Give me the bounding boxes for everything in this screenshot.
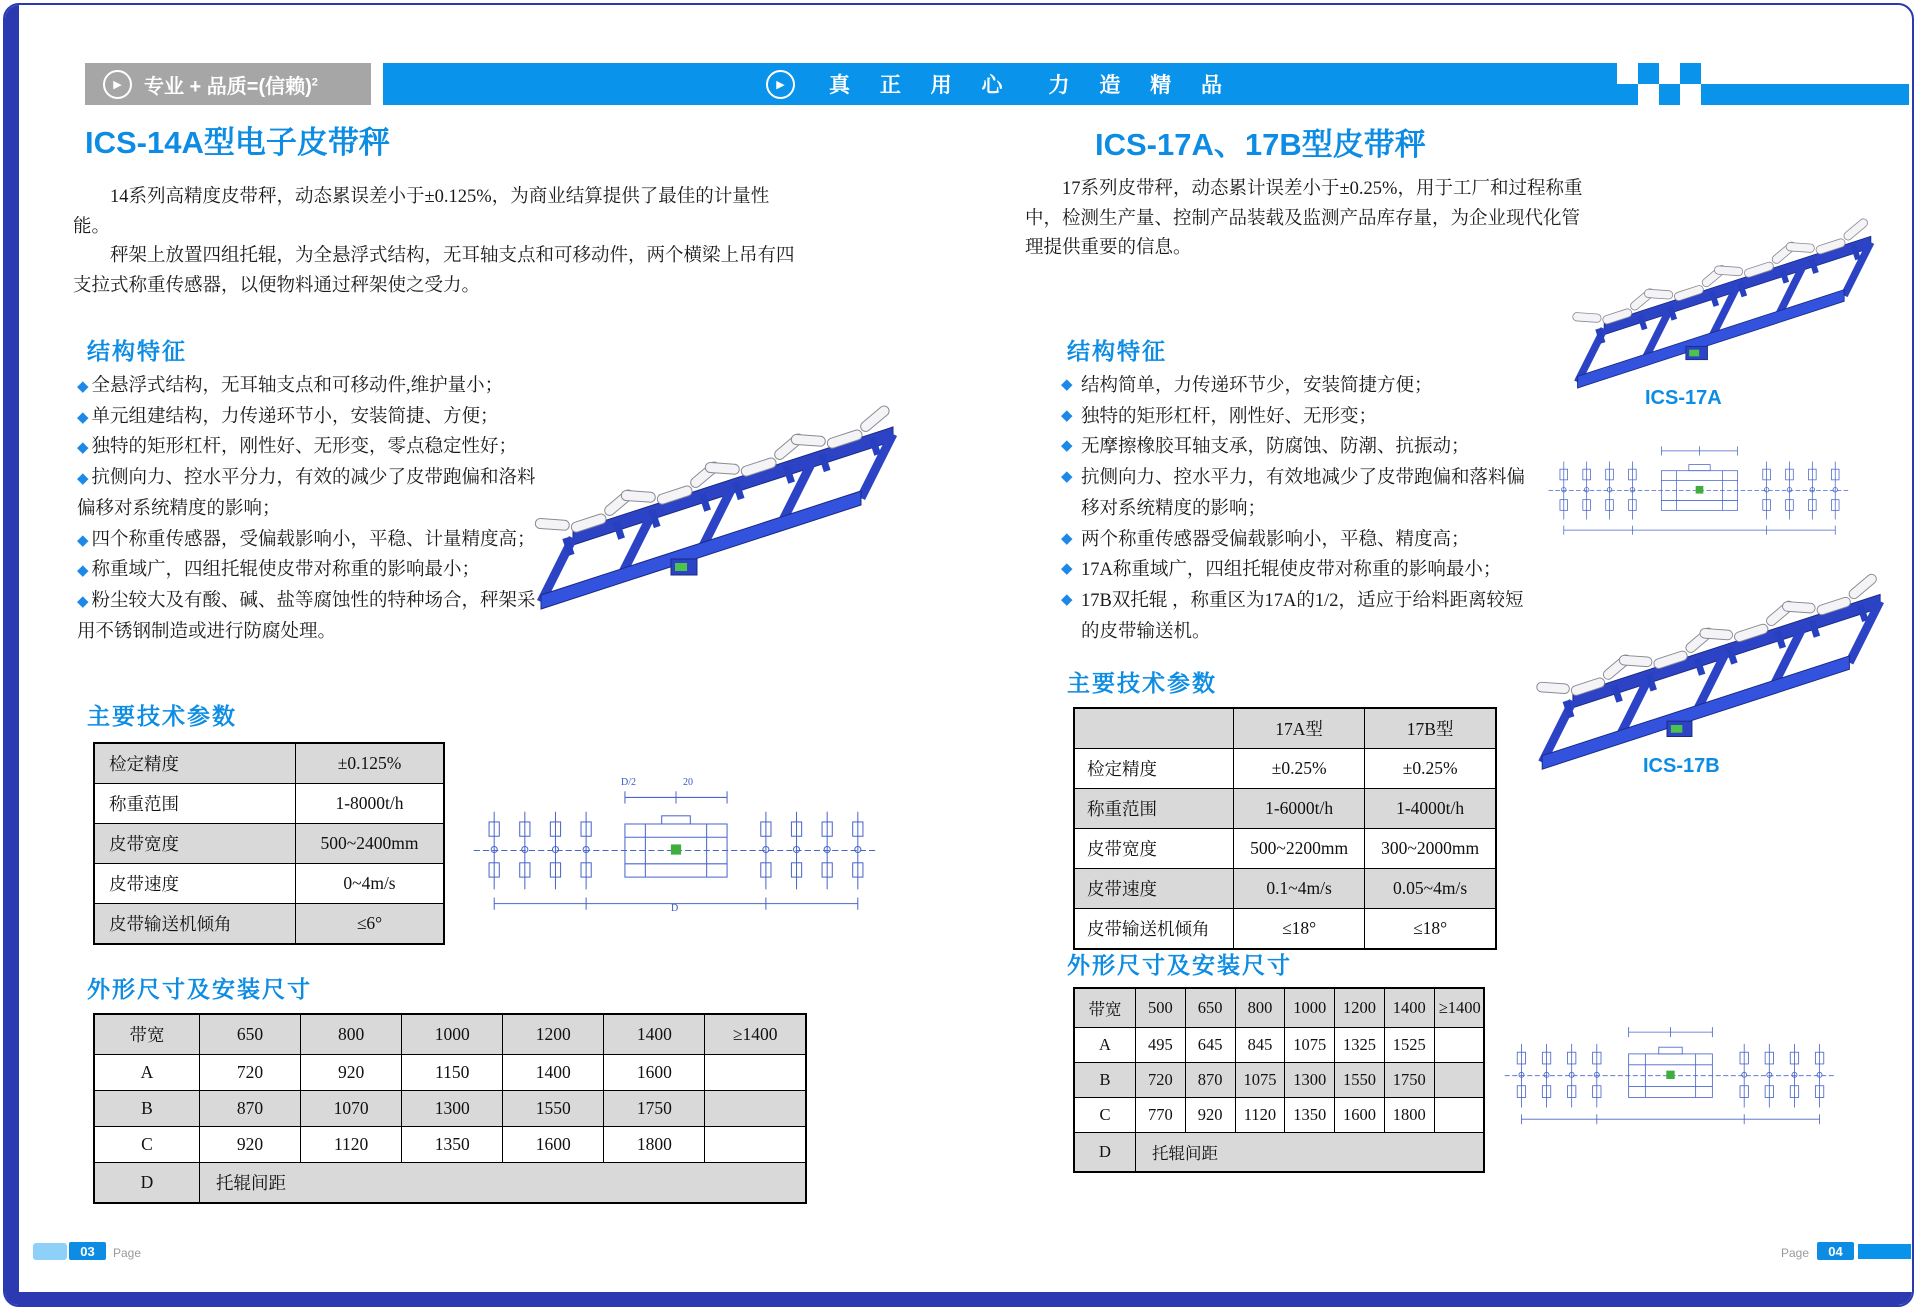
table-header-cell: 800 — [1235, 988, 1285, 1028]
feature-item: ◆ 17B双托辊 ，称重区为17A的1/2，适应于给料距离较短的皮带输送机。 — [1061, 586, 1539, 647]
table-row — [1074, 1028, 1484, 1063]
features-list-17 — [1061, 371, 1539, 647]
intro-paragraph-14a — [73, 183, 803, 301]
table-cell — [705, 1127, 806, 1163]
table-row — [94, 1055, 806, 1091]
table-cell: B — [94, 1091, 200, 1127]
params-heading-14a: 主要技术参数 — [87, 703, 237, 729]
table-row — [1074, 909, 1496, 950]
table-cell: 920 — [200, 1127, 301, 1163]
table-header-cell — [1074, 708, 1234, 749]
table-cell: 1800 — [604, 1127, 705, 1163]
banner-text-2: 力 造 精 品 — [1048, 74, 1235, 97]
table-cell: ≤6° — [296, 904, 445, 945]
table-row — [1074, 1133, 1484, 1173]
table-cell: 300~2000mm — [1365, 829, 1496, 869]
table-cell: 托辊间距 — [200, 1163, 807, 1204]
table-cell: 1600 — [604, 1055, 705, 1091]
table-cell: 720 — [200, 1055, 301, 1091]
diamond-bullet-icon: ◆ — [1061, 407, 1073, 424]
dim-label: D — [671, 903, 679, 914]
table-cell: 870 — [1185, 1063, 1235, 1098]
bottom-edge-bar — [5, 1292, 1912, 1305]
dims-heading-14a: 外形尺寸及安装尺寸 — [87, 976, 312, 1002]
table-cell: 1325 — [1335, 1028, 1385, 1063]
table-cell: 1400 — [503, 1055, 604, 1091]
diamond-bullet-icon: ◆ — [1061, 438, 1073, 455]
table-cell: 0~4m/s — [296, 864, 445, 904]
table-row — [94, 743, 444, 784]
table-header-cell: 带宽 — [94, 1014, 200, 1055]
table-cell: 1350 — [402, 1127, 503, 1163]
dimension-drawing-14a — [471, 777, 881, 920]
table-row — [1074, 1098, 1484, 1133]
table-cell: C — [1074, 1098, 1136, 1133]
feature-item: ◆ 粉尘较大及有酸、碱、盐等腐蚀性的特种场合，秤架采用不锈钢制造或进行防腐处理。 — [77, 590, 536, 642]
table-cell: 1550 — [503, 1091, 604, 1127]
table-cell: D — [94, 1163, 200, 1204]
table-cell: 1300 — [1285, 1063, 1335, 1098]
product-photo-ics-14a — [521, 363, 921, 663]
table-cell: ≤18° — [1234, 909, 1365, 950]
table-cell: 1150 — [402, 1055, 503, 1091]
table-cell: 495 — [1136, 1028, 1186, 1063]
table-header-cell: 1400 — [604, 1014, 705, 1055]
dims-table-17 — [1073, 987, 1485, 1173]
table-cell: 1-8000t/h — [296, 784, 445, 824]
table-cell: 770 — [1136, 1098, 1186, 1133]
table-cell: 1070 — [301, 1091, 402, 1127]
table-cell: 1120 — [301, 1127, 402, 1163]
image-label-ics-17b: ICS-17B — [1643, 755, 1720, 777]
catalog-spread — [3, 3, 1914, 1307]
table-cell: 500~2200mm — [1234, 829, 1365, 869]
feature-item: ◆ 称重域广，四组托辊使皮带对称重的影响最小； — [77, 560, 481, 581]
table-header-cell: 650 — [1185, 988, 1235, 1028]
table-row — [94, 1163, 806, 1204]
table-row — [94, 864, 444, 904]
feature-item: ◆ 全悬浮式结构，无耳轴支点和可移动件,维护量小； — [77, 376, 504, 396]
table-cell: 720 — [1136, 1063, 1186, 1098]
table-row — [1074, 1063, 1484, 1098]
table-cell: 1120 — [1235, 1098, 1285, 1133]
features-heading-14a: 结构特征 — [87, 338, 187, 364]
table-cell — [705, 1091, 806, 1127]
table-header-cell: 800 — [301, 1014, 402, 1055]
slogan-text: 专业 + 品质=(信赖)$^2$ — [144, 75, 318, 98]
dims-table-14a — [93, 1013, 807, 1204]
table-cell — [705, 1055, 806, 1091]
play-icon: ▶ — [103, 70, 132, 99]
image-label-ics-17a: ICS-17A — [1645, 387, 1722, 409]
table-cell: 1750 — [604, 1091, 705, 1127]
dim-label: D/2 — [621, 777, 636, 788]
diamond-bullet-icon: ◆ — [1061, 469, 1073, 486]
intro-line: 14系列高精度皮带秤，动态累误差小于±0.125%，为商业结算提供了最佳的计量性能。 — [73, 187, 770, 237]
table-row — [1074, 869, 1496, 909]
diamond-bullet-icon: ◆ — [77, 440, 89, 457]
table-row — [94, 1091, 806, 1127]
dim-label: 20 — [683, 777, 693, 788]
table-cell: 1300 — [402, 1091, 503, 1127]
diamond-bullet-icon: ◆ — [77, 379, 89, 395]
table-cell: 645 — [1185, 1028, 1235, 1063]
table-row — [1074, 789, 1496, 829]
table-cell: 皮带输送机倾角 — [94, 904, 296, 945]
table-cell — [1434, 1028, 1484, 1063]
feature-item: ◆ 无摩擦橡胶耳轴支承，防腐蚀、防潮、抗振动； — [1061, 432, 1539, 463]
table-cell: A — [1074, 1028, 1136, 1063]
dims-heading-17: 外形尺寸及安装尺寸 — [1067, 952, 1292, 978]
params-heading-17: 主要技术参数 — [1067, 670, 1217, 696]
diamond-bullet-icon: ◆ — [1061, 530, 1073, 547]
table-row — [94, 824, 444, 864]
play-icon: ▶ — [766, 70, 795, 99]
diamond-bullet-icon: ◆ — [77, 409, 89, 426]
product-photo-ics-17a — [1550, 183, 1905, 433]
table-cell: 845 — [1235, 1028, 1285, 1063]
diamond-bullet-icon: ◆ — [1061, 377, 1073, 393]
table-header-cell: 带宽 — [1074, 988, 1136, 1028]
table-cell: 皮带宽度 — [1074, 829, 1234, 869]
feature-item: ◆ 结构简单，力传递环节少，安装简捷方便； — [1061, 371, 1539, 402]
header-banner — [383, 63, 1617, 105]
table-cell: 1600 — [503, 1127, 604, 1163]
table-cell: 0.1~4m/s — [1234, 869, 1365, 909]
page-label-right: Page — [1781, 1246, 1810, 1260]
left-edge-bar — [5, 5, 19, 1305]
footer-accent-box — [33, 1243, 67, 1260]
table-cell: ≤18° — [1365, 909, 1496, 950]
table-cell: 1350 — [1285, 1098, 1335, 1133]
table-cell: 1075 — [1235, 1063, 1285, 1098]
diamond-bullet-icon: ◆ — [1061, 591, 1073, 608]
diamond-bullet-icon: ◆ — [77, 471, 89, 488]
table-cell: 920 — [301, 1055, 402, 1091]
table-row — [1074, 988, 1484, 1028]
table-row — [94, 1014, 806, 1055]
table-cell: 1800 — [1384, 1098, 1434, 1133]
table-header-cell: 17A型 — [1234, 708, 1365, 749]
table-row — [1074, 708, 1496, 749]
table-cell: 870 — [200, 1091, 301, 1127]
table-header-cell: 1200 — [1335, 988, 1385, 1028]
table-header-cell: 650 — [200, 1014, 301, 1055]
diamond-bullet-icon: ◆ — [77, 532, 89, 549]
feature-item: ◆ 两个称重传感器受偏载影响小，平稳、精度高； — [1061, 525, 1539, 556]
table-cell: 0.05~4m/s — [1365, 869, 1496, 909]
diamond-bullet-icon: ◆ — [1061, 561, 1073, 578]
table-cell — [1434, 1098, 1484, 1133]
table-cell: 1075 — [1285, 1028, 1335, 1063]
diamond-bullet-icon: ◆ — [77, 593, 89, 610]
table-cell: 1600 — [1335, 1098, 1385, 1133]
table-row — [1074, 749, 1496, 789]
table-cell: 皮带速度 — [1074, 869, 1234, 909]
feature-item: ◆ 抗侧向力、控水平力，有效地减少了皮带跑偏和落料偏移对系统精度的影响； — [1061, 463, 1539, 524]
feature-item: ◆ 单元组建结构，力传递环节小，安装简捷、方便； — [77, 406, 499, 427]
page-title-ics-17: ICS-17A、17B型皮带秤 — [1095, 127, 1426, 162]
feature-item: ◆ 四个称重传感器，受偏载影响小，平稳、计量精度高； — [77, 529, 536, 550]
table-cell — [1434, 1063, 1484, 1098]
page-number-left: 03 — [69, 1242, 106, 1260]
features-list-14a — [77, 371, 545, 647]
table-cell: ±0.25% — [1234, 749, 1365, 789]
table-header-cell: 500 — [1136, 988, 1186, 1028]
table-cell: 1750 — [1384, 1063, 1434, 1098]
params-table-17 — [1073, 707, 1497, 950]
table-cell: 1550 — [1335, 1063, 1385, 1098]
table-header-cell: 17B型 — [1365, 708, 1496, 749]
table-cell: 检定精度 — [1074, 749, 1234, 789]
header-thin-bar — [1701, 84, 1909, 105]
table-cell: 1-6000t/h — [1234, 789, 1365, 829]
feature-item: ◆ 抗侧向力、控水平分力，有效的减少了皮带跑偏和洛料偏移对系统精度的影响； — [77, 468, 536, 519]
checker-pattern — [1617, 63, 1701, 105]
page-label-left: Page — [113, 1246, 142, 1260]
intro-paragraph-17 — [1025, 175, 1587, 264]
table-cell: 托辊间距 — [1136, 1133, 1485, 1173]
dimension-drawing-17a — [1547, 435, 1852, 543]
table-cell: 皮带速度 — [94, 864, 296, 904]
table-cell: 920 — [1185, 1098, 1235, 1133]
table-row — [94, 904, 444, 945]
diamond-bullet-icon: ◆ — [77, 563, 89, 580]
feature-item: ◆ 17A称重域广，四组托辊使皮带对称重的影响最小； — [1061, 555, 1539, 586]
table-header-cell: ≥1400 — [1434, 988, 1484, 1028]
table-cell: ±0.25% — [1365, 749, 1496, 789]
page-title-ics-14a: ICS-14A型电子皮带秤 — [85, 125, 390, 160]
table-header-cell: ≥1400 — [705, 1014, 806, 1055]
table-row — [94, 1127, 806, 1163]
table-cell: ±0.125% — [296, 743, 445, 784]
table-cell: B — [1074, 1063, 1136, 1098]
table-cell: 称重范围 — [94, 784, 296, 824]
slogan-superscript: 2 — [311, 75, 318, 88]
params-table-14a — [93, 742, 445, 945]
table-cell: 500~2400mm — [296, 824, 445, 864]
table-header-cell: 1000 — [402, 1014, 503, 1055]
table-cell: D — [1074, 1133, 1136, 1173]
intro-line: 17系列皮带秤，动态累计误差小于±0.25%，用于工厂和过程称重中，检测生产量、控制产品装载及监测产品库存量，为企业现代化管理提供重要的信息。 — [1025, 179, 1583, 259]
table-cell: C — [94, 1127, 200, 1163]
table-header-cell: 1200 — [503, 1014, 604, 1055]
feature-item: ◆ 独特的矩形杠杆，刚性好、无形变； — [1061, 402, 1539, 433]
table-cell: A — [94, 1055, 200, 1091]
slogan-badge — [85, 63, 371, 105]
intro-line: 秤架上放置四组托辊，为全悬浮式结构，无耳轴支点和可移动件，两个横梁上吊有四支拉式称重传感器，以便物料通过秤架使之受力。 — [73, 246, 795, 296]
page-number-right: 04 — [1817, 1242, 1854, 1260]
table-cell: 皮带宽度 — [94, 824, 296, 864]
table-header-cell: 1400 — [1384, 988, 1434, 1028]
footer-accent-bar — [1858, 1244, 1911, 1259]
table-cell: 检定精度 — [94, 743, 296, 784]
table-cell: 1-4000t/h — [1365, 789, 1496, 829]
banner-text-1: 真 正 用 心 — [828, 74, 1015, 97]
table-row — [94, 784, 444, 824]
feature-item: ◆ 独特的矩形杠杆，刚性好、无形变，零点稳定性好； — [77, 437, 518, 458]
table-cell: 1525 — [1384, 1028, 1434, 1063]
features-heading-17: 结构特征 — [1067, 338, 1167, 364]
table-header-cell: 1000 — [1285, 988, 1335, 1028]
table-cell: 称重范围 — [1074, 789, 1234, 829]
table-cell: 皮带输送机倾角 — [1074, 909, 1234, 950]
table-row — [1074, 829, 1496, 869]
dimension-drawing-17b — [1503, 1015, 1838, 1133]
